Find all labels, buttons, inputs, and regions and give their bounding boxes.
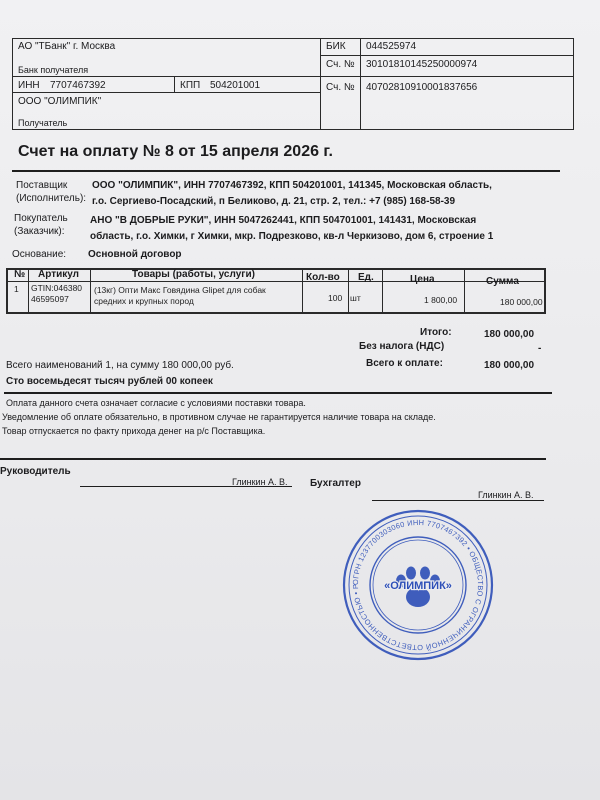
total-value: 180 000,00 (484, 329, 535, 340)
note-line-1: Оплата данного счета означает согласие с условиями поставки товара. (6, 398, 306, 408)
recipient-name: ООО "ОЛИМПИК" (18, 96, 102, 107)
invoice-title: Счет на оплату № 8 от 15 апреля 2026 г. (18, 143, 333, 160)
kpp-value: 504201001 (210, 80, 261, 91)
supplier-address: г.о. Сергиево-Посадский, п Беликово, д. 21, стр. 2, тел.: +7 (985) 168-58-39 (92, 196, 456, 207)
note-line-2: Уведомление об оплате обязательно, в противном случае не гарантируется наличие товара на складе. (2, 412, 436, 422)
amount-in-words: Сто восемьдесят тысяч рублей 00 копеек (6, 376, 213, 387)
accountant-signature-line (372, 500, 544, 501)
supplier-label-sub: (Исполнитель): (16, 193, 87, 204)
stamp-seal (338, 505, 498, 665)
row-qty: 100 (328, 293, 343, 303)
account-label: Сч. № (326, 82, 355, 93)
summary-divider (4, 392, 552, 394)
col-header-sum: Сумма (486, 276, 519, 287)
notes-divider (0, 458, 546, 460)
row-sku-line2: 46595097 (31, 294, 69, 304)
bank-details-table (12, 38, 574, 130)
due-value: 180 000,00 (484, 360, 535, 371)
buyer-address: область, г.о. Химки, г Химки, мкр. Подрезково, кв-л Черкизово, дом 6, строение 1 (90, 231, 494, 242)
col-header-qty: Кол-во (306, 272, 340, 283)
bank-label: Банк получателя (18, 65, 89, 75)
row-goods-line1: (13кг) Опти Макс Говядина Glipet для собак (94, 285, 266, 295)
kpp-label: КПП (180, 80, 201, 91)
col-header-num: № (14, 269, 26, 280)
items-count-summary: Всего наименований 1, на сумму 180 000,00 руб. (6, 360, 234, 371)
account-value: 40702810910001837656 (366, 82, 478, 93)
row-goods-line2: средних и крупных пород (94, 296, 194, 306)
director-name: Глинкин А. В. (232, 477, 288, 487)
accountant-name: Глинкин А. В. (478, 490, 534, 500)
company-stamp (338, 505, 498, 670)
inn-label: ИНН (18, 80, 40, 91)
row-unit: шт (350, 293, 361, 303)
inn-value: 7707467392 (50, 80, 106, 91)
stamp-ring-text: ОГРН 1237700303060 ИНН 7707467392 • ОБЩЕСТВО С ОГРАНИЧЕННОЙ ОТВЕТСТВЕННОСТЬЮ • Р (350, 517, 486, 653)
recipient-label: Получатель (18, 118, 68, 128)
row-price: 1 800,00 (424, 295, 458, 305)
bank-name: АО "ТБанк" г. Москва (18, 41, 116, 52)
total-label: Итого: (420, 327, 452, 338)
row-sum: 180 000,00 (500, 297, 543, 307)
bik-label: БИК (326, 41, 346, 52)
bik-value: 044525974 (366, 41, 417, 52)
buyer-label-sub: (Заказчик): (14, 226, 65, 237)
items-table (6, 268, 546, 314)
basis-label: Основание: (12, 249, 67, 260)
director-label: Руководитель (0, 466, 71, 477)
note-line-3: Товар отпускается по факту прихода денег на р/с Поставщика. (2, 426, 266, 436)
corr-account-label: Сч. № (326, 59, 355, 70)
supplier-details: ООО "ОЛИМПИК", ИНН 7707467392, КПП 504201001, 141345, Московская область, (92, 180, 492, 191)
accountant-label: Бухгалтер (310, 478, 361, 489)
vat-label: Без налога (НДС) (359, 341, 445, 352)
col-header-sku: Артикул (38, 269, 80, 280)
buyer-details: АНО "В ДОБРЫЕ РУКИ", ИНН 5047262441, КПП 504701001, 141431, Московская (90, 215, 477, 226)
corr-account-value: 30101810145250000974 (366, 59, 478, 70)
col-header-price: Цена (410, 274, 435, 285)
title-divider (12, 170, 560, 172)
vat-value: - (538, 343, 542, 354)
basis-value: Основной договор (88, 249, 182, 260)
stamp-center-text: «ОЛИМПИК» (384, 580, 452, 592)
due-label: Всего к оплате: (366, 358, 443, 369)
col-header-goods: Товары (работы, услуги) (132, 269, 255, 280)
col-header-unit: Ед. (358, 272, 374, 283)
row-sku-line1: GTIN:046380 (31, 283, 83, 293)
buyer-label: Покупатель (14, 213, 68, 224)
row-num: 1 (14, 284, 19, 294)
supplier-label: Поставщик (16, 180, 68, 191)
